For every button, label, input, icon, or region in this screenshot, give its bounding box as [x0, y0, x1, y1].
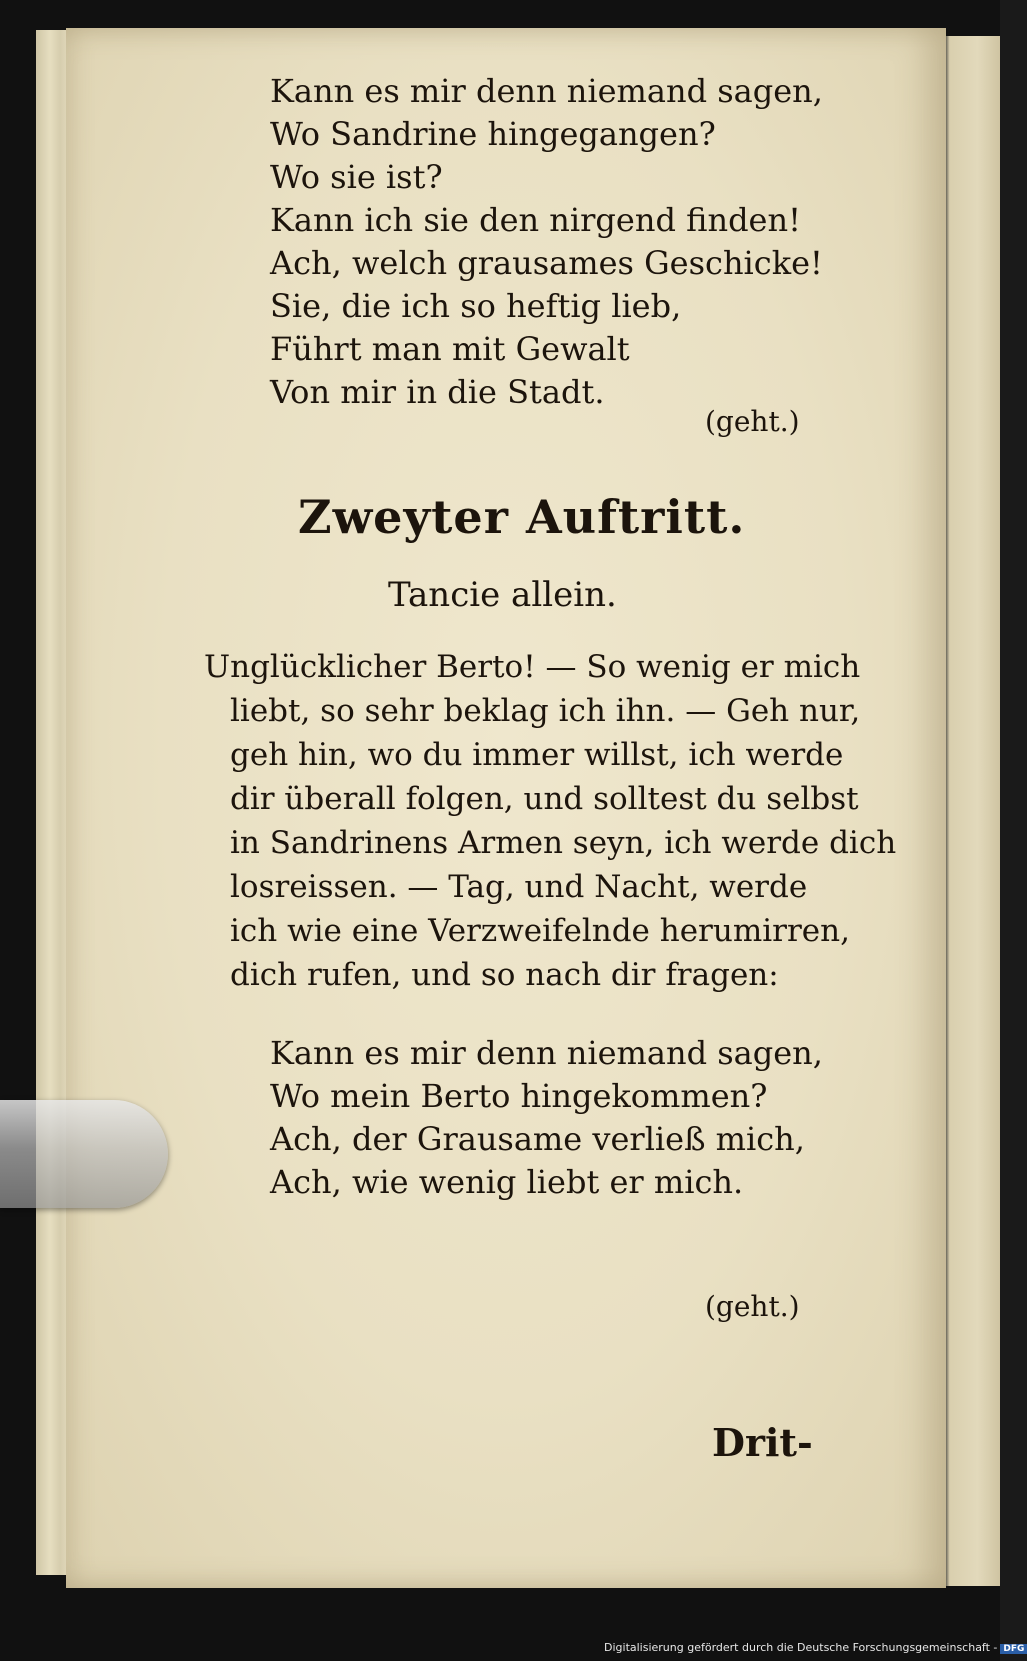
prose-line: ich wie eine Verzweifelnde herumirren, — [230, 913, 850, 949]
scene-subheading: Tancie allein. — [388, 575, 617, 615]
catchword: Drit- — [712, 1420, 813, 1465]
verse-line: Führt man mit Gewalt — [270, 330, 630, 368]
prose-line: dir überall folgen, und solltest du selbst — [230, 781, 859, 817]
prose-line: in Sandrinens Armen seyn, ich werde dich — [230, 825, 897, 861]
verse-line: Kann es mir denn niemand sagen, — [270, 1034, 823, 1072]
prose-line: losreissen. — Tag, und Nacht, werde — [230, 869, 808, 905]
page-clip-holder — [0, 1100, 168, 1208]
prose-line: dich rufen, und so nach dir fragen: — [230, 957, 779, 993]
prose-line: geh hin, wo du immer willst, ich werde — [230, 737, 844, 773]
digitization-credit — [604, 1641, 1027, 1654]
verse-line: Ach, welch grausames Geschicke! — [270, 244, 823, 282]
credit-text: Digitalisierung gefördert durch die Deutsche Forschungsgemeinschaft - — [604, 1641, 998, 1654]
verse-block-one — [270, 70, 823, 414]
verse-line: Wo sie ist? — [270, 158, 443, 196]
verse-line: Sie, die ich so heftig lieb, — [270, 287, 682, 325]
prose-block — [204, 645, 896, 997]
verse-line: Ach, der Grausame verließ mich, — [270, 1120, 805, 1158]
verse-line: Kann ich sie den nirgend finden! — [270, 201, 801, 239]
verse-block-two — [270, 1032, 823, 1204]
stage-direction-exit-two: (geht.) — [705, 1290, 800, 1323]
dfg-logo-icon: DFG — [1000, 1644, 1027, 1654]
verse-line: Von mir in die Stadt. — [270, 373, 605, 411]
verse-line: Wo mein Berto hingekommen? — [270, 1077, 768, 1115]
prose-line: liebt, so sehr beklag ich ihn. — Geh nur, — [230, 693, 861, 729]
verse-line: Ach, wie wenig liebt er mich. — [270, 1163, 744, 1201]
prose-line: Unglücklicher Berto! — So wenig er mich — [204, 649, 861, 685]
facing-page-edge — [944, 36, 1000, 1586]
scene-heading: Zweyter Auftritt. — [298, 490, 746, 544]
stage-direction-exit-one: (geht.) — [705, 405, 800, 438]
verse-line: Kann es mir denn niemand sagen, — [270, 72, 823, 110]
verse-line: Wo Sandrine hingegangen? — [270, 115, 716, 153]
